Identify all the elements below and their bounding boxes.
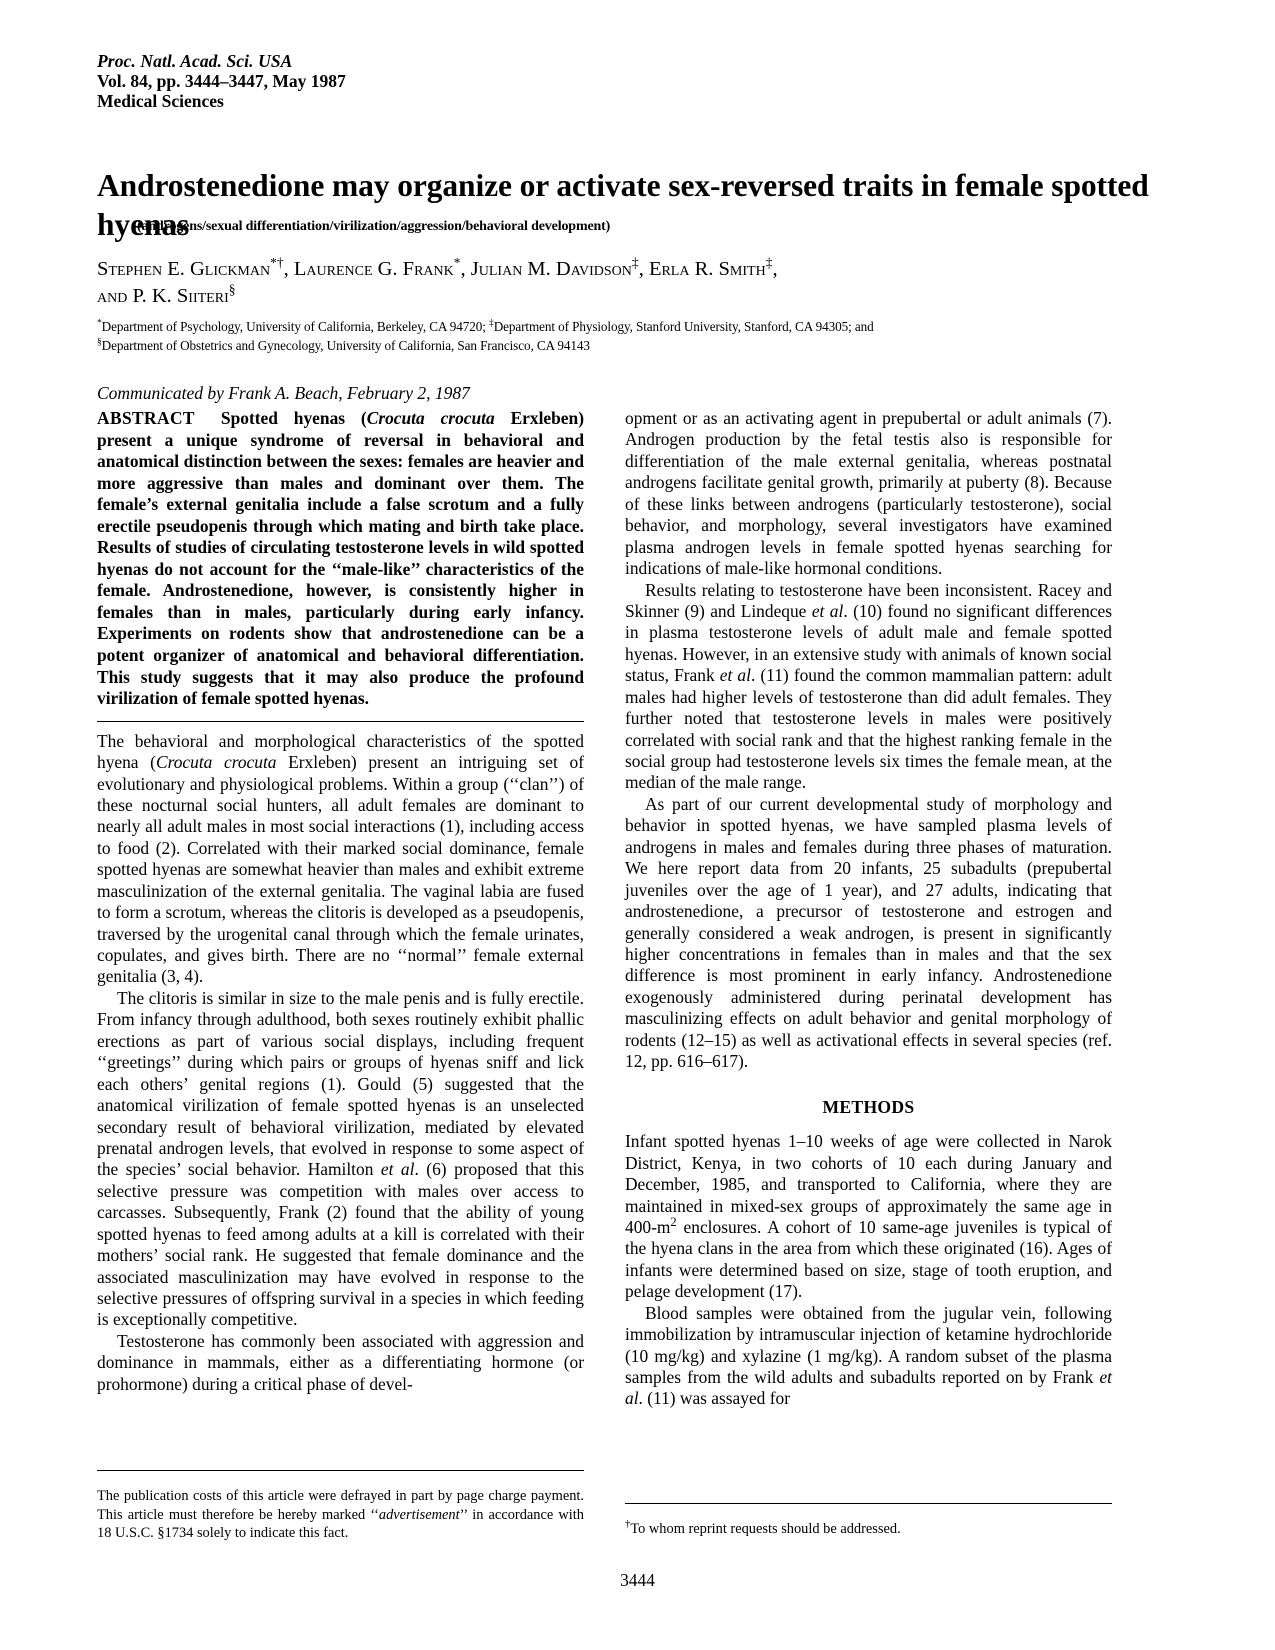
- et-al-italic: et al: [380, 1159, 415, 1180]
- et-al-italic: et al: [719, 665, 751, 686]
- author-conjunction: and: [97, 285, 128, 308]
- page-number: 3444: [620, 1570, 655, 1590]
- affiliation-text: Department of Obstetrics and Gynecology, University of California, San Francisco, CA 94143: [101, 337, 590, 353]
- footnote-marker: †: [625, 1519, 631, 1531]
- journal-section: Medical Sciences: [97, 90, 224, 111]
- footnote-reprint-requests: [625, 1520, 1112, 1539]
- paragraph-text-cont: . (10) found no significant differences in plasma testosterone levels of adult male and female spotted hyenas. However, in an extensive study with animals of known social status, Frank: [625, 600, 1112, 686]
- footnote-divider-right: [625, 1503, 1112, 1504]
- author-affil-marker: *†: [270, 255, 284, 271]
- section-heading-methods: METHODS: [822, 1096, 915, 1117]
- superscript-exponent: 2: [670, 1215, 677, 1230]
- affil-marker: ‡: [489, 318, 494, 329]
- affiliations: [97, 318, 1187, 355]
- footnote-text-cont: ’’ in accordance with 18 U.S.C. §1734 solely to indicate this fact.: [97, 1506, 584, 1542]
- paragraph-text-cont: Erxleben) present an intriguing set of evolutionary and physiological problems. Within a group (‘‘clan’’) of these nocturnal social hunters, all adult females are dominant to nearly all adult males in most social interactions (1), including access to food (2). Correlated with their marked social dominance, female spotted hyenas are somewhat heavier than males and exhibit extreme masculinization of the external genitalia. The vaginal labia are fused to form a scrotum, whereas the clitoris is developed as a pseudopenis, traversed by the urogenital canal through which the female urinates, copulates, and gives birth. There are no ‘‘normal’’ female external genitalia (3, 4).: [97, 752, 585, 987]
- paragraph-text: Blood samples were obtained from the jugular vein, following immobilization by intramuscular injection of ketamine hydrochloride (10 mg/kg) and xylazine (1 mg/kg). A random subset of the plasma samples from the wild adults and subadults reported on by Frank: [625, 1302, 1112, 1388]
- abstract-label: ABSTRACT: [97, 408, 195, 428]
- affil-marker: §: [97, 337, 102, 348]
- author-name: Stephen E. Glickman: [97, 258, 271, 280]
- footnote-divider-left: [97, 1470, 584, 1471]
- abstract-divider: [97, 721, 584, 722]
- paragraph-text: opment or as an activating agent in prepubertal or adult animals (7). Androgen production by the fetal testis also is responsible for differentiation of the male external genitalia, whereas postnatal androgens facilitate genital growth, primarily at puberty (8). Because of these links between androgens (particularly testosterone), social behavior, and morphology, several investigators have examined plasma androgen levels in female spotted hyenas searching for indications of male-like hormonal conditions.: [625, 408, 1112, 579]
- volume-pages-date: Vol. 84, pp. 3444–3447, May 1987: [97, 70, 346, 91]
- body-paragraph: [97, 988, 584, 1331]
- paragraph-text-cont: enclosures. A cohort of 10 same-age juveniles is typical of the hyena clans in the area from which these originated (16). Ages of infants were determined based on size, stage of tooth eruption, and pelage development (17).: [625, 1216, 1112, 1302]
- author-affil-marker: *: [453, 255, 461, 271]
- left-column: [97, 408, 584, 1395]
- page-title: Androstenedione may organize or activate sex-reversed traits in female spotted hyenas: [97, 168, 1149, 242]
- footnote-publication-costs: [97, 1487, 584, 1543]
- communicated-by: Communicated by Frank A. Beach, February 2, 1987: [97, 383, 470, 403]
- paragraph-text: As part of our current developmental study of morphology and behavior in spotted hyenas, we have sampled plasma levels of androgens in males and females during three phases of maturation. We here report data from 20 infants, 25 subadults (prepubertal juveniles over the age of 1 year), and 27 adults, indicating that androstenedione, a precursor of testosterone and estrogen and generally considered a weak androgen, is present in significantly higher concentrations in females than in males and that the sex difference is most prominent in early infancy. Androstenedione exogenously administered during perinatal development has masculinizing effects on adult behavior and genital morphology of rodents (12–15) as well as activational effects in several species (ref. 12, pp. 616–617).: [625, 793, 1112, 1072]
- paragraph-text: The clitoris is similar in size to the male penis and is fully erectile. From infancy through adulthood, both sexes routinely exhibit phallic erections as part of various social displays, including frequent ‘‘greetings’’ during which pairs or groups of hyenas sniff and lick each others’ genital regions (1). Gould (5) suggested that the anatomical virilization of female spotted hyenas is an unselected secondary result of behavioral virilization, mediated by elevated prenatal androgen levels, that evolved in response to some aspect of the species’ social behavior. Hamilton: [97, 987, 584, 1180]
- affiliation-text: Department of Physiology, Stanford University, Stanford, CA 94305; and: [493, 319, 874, 334]
- body-paragraph: [625, 794, 1112, 1073]
- journal-name: Proc. Natl. Acad. Sci. USA: [97, 51, 293, 71]
- body-paragraph: [625, 408, 1112, 580]
- author-list: Stephen E. Glickman*†, Laurence G. Frank*, Julian M. Davidson‡, Erla R. Smith‡, and P. K. Siiteri§: [97, 255, 778, 308]
- paragraph-text-cont: . (6) proposed that this selective pressure was competition with males over access to carcasses. Subsequently, Frank (2) found that the ability of young spotted hyenas to feed among adults at a kill is correlated with their mothers’ social rank. He suggested that female dominance and the associated masculinization may have evolved in response to the selective pressures of offspring survival in a species in which feeding is exceptionally competitive.: [97, 1159, 584, 1330]
- keywords-line: (androgens/sexual differentiation/virilization/aggression/behavioral development): [137, 219, 611, 234]
- author-name: Laurence G. Frank: [293, 258, 454, 280]
- species-name: Crocuta crocuta: [366, 408, 495, 428]
- body-paragraph: [625, 1303, 1112, 1410]
- paragraph-text: The behavioral and morphological characteristics of the spotted hyena (: [97, 730, 584, 773]
- footnote-text: The publication costs of this article were defrayed in part by page charge payment. This article must therefore be hereby marked ‘‘: [97, 1488, 584, 1523]
- right-column: [625, 408, 1112, 1410]
- author-affil-marker: ‡: [631, 255, 639, 271]
- body-paragraph: [97, 731, 584, 988]
- body-paragraph: [97, 1331, 584, 1395]
- masthead: [97, 52, 697, 112]
- footnote-text: To whom reprint requests should be addressed.: [630, 1521, 901, 1537]
- paragraph-text: Results relating to testosterone have been inconsistent. Racey and Skinner (9) and Lindeque: [625, 579, 1112, 621]
- species-name: Crocuta crocuta: [155, 752, 277, 773]
- affiliation-text: Department of Psychology, University of California, Berkeley, CA 94720;: [101, 319, 490, 334]
- affil-marker: *: [97, 318, 102, 329]
- body-paragraph: [625, 1131, 1112, 1303]
- author-name: Erla R. Smith: [648, 258, 766, 280]
- author-affil-marker: ‡: [765, 255, 773, 271]
- abstract-text-cont: Erxleben) present a unique syndrome of reversal in behavioral and anatomical distinction between the sexes: females are heavier and more aggressive than males and dominant over them. The female’s external genitalia include a false scrotum and a fully erectile pseudopenis through which mating and birth take place. Results of studies of circulating testosterone levels in wild spotted hyenas do not account for the ‘‘male-like’’ characteristics of the female. Androstenedione, however, is consistently higher in females than in males, particularly during early infancy. Experiments on rodents show that androstenedione can be a potent organizer of anatomical and behavioral differentiation. This study suggests that it may also produce the profound virilization of female spotted hyenas.: [97, 408, 584, 709]
- author-affil-marker: §: [228, 282, 236, 298]
- et-al-italic: et al: [811, 600, 844, 621]
- body-paragraph: [625, 580, 1112, 794]
- abstract: [97, 408, 584, 710]
- paragraph-text: Testosterone has commonly been associated with aggression and dominance in mammals, either as a differentiating hormone (or prohormone) during a critical phase of devel-: [97, 1330, 584, 1394]
- author-name: Julian M. Davidson: [470, 258, 632, 280]
- author-name: P. K. Siiteri: [132, 285, 229, 308]
- et-al-italic: et al: [625, 1367, 1112, 1409]
- abstract-text: Spotted hyenas (: [220, 408, 367, 428]
- paragraph-text-cont2: . (11) found the common mammalian pattern: adult males had higher levels of testosterone than did adult females. They further noted that testosterone levels in males were positively correlated with social rank and that the highest ranking female in the social group had testosterone levels six times the female mean, at the median of the male range.: [625, 665, 1112, 793]
- paragraph-text-cont: . (11) was assayed for: [638, 1388, 791, 1409]
- paragraph-text: Infant spotted hyenas 1–10 weeks of age were collected in Narok District, Kenya, in two cohorts of 10 each during January and December, 1985, and transported to California, where they are maintained in mixed-sex groups of approximately the same age in 400-m: [625, 1131, 1112, 1237]
- footnote-italic: advertisement: [378, 1506, 460, 1523]
